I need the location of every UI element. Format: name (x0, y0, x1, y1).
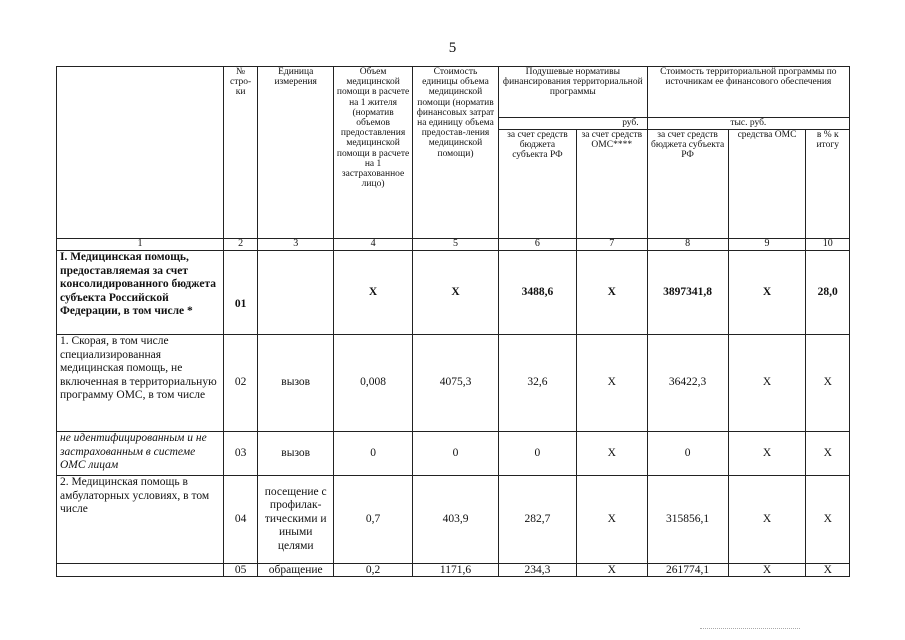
row-pc-budget: 282,7 (498, 476, 576, 564)
row-cost-percent: X (806, 335, 850, 432)
scan-artifact (700, 628, 800, 632)
financing-table (56, 66, 850, 577)
row-line-no: 05 (223, 564, 257, 577)
row-name (57, 564, 224, 577)
row-name: не идентифицированным и не застрахованным в системе ОМС лицам (57, 432, 224, 476)
table-row (57, 251, 850, 335)
row-volume: 0 (334, 432, 413, 476)
row-cost-oms: X (728, 432, 806, 476)
page-number: 5 (448, 40, 457, 56)
row-unit: посещение с профилак-тическими и иными целями (258, 476, 334, 564)
row-cost-percent: X (806, 476, 850, 564)
row-cost-percent: 28,0 (806, 251, 850, 335)
row-cost-budget: 0 (647, 432, 728, 476)
row-volume: 0,008 (334, 335, 413, 432)
header-per-capita-group: Подушевые нормативы финансирования территориальной программы (498, 67, 647, 118)
table-row (57, 564, 850, 577)
row-cost-oms: X (728, 251, 806, 335)
table-row (57, 476, 850, 564)
row-line-no: 02 (223, 335, 257, 432)
row-line-no: 04 (223, 476, 257, 564)
row-cost-oms: X (728, 335, 806, 432)
row-cost: 1171,6 (413, 564, 499, 577)
header-cost: Стоимость единицы объема медицинской помощи (норматив финансовых затрат на единицу объема предостав-ления медицинской помощи) (413, 67, 499, 239)
column-number: 9 (728, 239, 806, 251)
row-pc-budget: 234,3 (498, 564, 576, 577)
header-cost-oms: средства ОМС (728, 130, 806, 239)
row-pc-budget: 32,6 (498, 335, 576, 432)
header-cost-budget: за счет средств бюджета субъекта РФ (647, 130, 728, 239)
row-unit: обращение (258, 564, 334, 577)
header-unit-thousand-rub: тыс. руб. (647, 118, 849, 130)
row-cost-oms: X (728, 564, 806, 577)
row-volume: 0,7 (334, 476, 413, 564)
header-cost-percent: в % к итогу (806, 130, 850, 239)
row-volume: X (334, 251, 413, 335)
table-row (57, 432, 850, 476)
header-line-no: № стро-ки (223, 67, 257, 239)
row-line-no: 03 (223, 432, 257, 476)
row-name: 1. Скорая, в том числе специализированная медицинская помощь, не включенная в территориальную программу ОМС, в том числе (57, 335, 224, 432)
row-unit (258, 251, 334, 335)
row-pc-oms: X (576, 564, 647, 577)
row-cost-percent: X (806, 564, 850, 577)
column-number: 4 (334, 239, 413, 251)
table-row (57, 335, 850, 432)
row-volume: 0,2 (334, 564, 413, 577)
row-cost-budget: 261774,1 (647, 564, 728, 577)
column-number: 8 (647, 239, 728, 251)
header-program-cost-group: Стоимость территориальной программы по источникам ее финансового обеспечения (647, 67, 849, 118)
column-number: 1 (57, 239, 224, 251)
header-pc-budget: за счет средств бюджета субъекта РФ (498, 130, 576, 239)
header-name-cell (57, 67, 224, 239)
row-line-no: 01 (223, 251, 257, 335)
column-number: 10 (806, 239, 850, 251)
row-pc-oms: X (576, 432, 647, 476)
column-number-row (57, 239, 850, 251)
row-cost-budget: 36422,3 (647, 335, 728, 432)
row-name: I. Медицинская помощь, предоставляемая за счет консолидированного бюджета субъекта Российской Федерации, в том числе * (57, 251, 224, 335)
row-pc-oms: X (576, 335, 647, 432)
row-cost: 403,9 (413, 476, 499, 564)
row-unit: вызов (258, 335, 334, 432)
column-number: 3 (258, 239, 334, 251)
row-cost: 4075,3 (413, 335, 499, 432)
column-number: 5 (413, 239, 499, 251)
row-cost-percent: X (806, 432, 850, 476)
row-cost-budget: 315856,1 (647, 476, 728, 564)
row-pc-budget: 0 (498, 432, 576, 476)
header-unit-rub: руб. (498, 118, 647, 130)
row-pc-budget: 3488,6 (498, 251, 576, 335)
row-cost: X (413, 251, 499, 335)
column-number: 6 (498, 239, 576, 251)
header-unit: Единица измерения (258, 67, 334, 239)
row-pc-oms: X (576, 476, 647, 564)
header-pc-oms: за счет средств ОМС**** (576, 130, 647, 239)
row-cost-budget: 3897341,8 (647, 251, 728, 335)
row-cost-oms: X (728, 476, 806, 564)
row-unit: вызов (258, 432, 334, 476)
column-number: 2 (223, 239, 257, 251)
column-number: 7 (576, 239, 647, 251)
header-volume: Объем медицинской помощи в расчете на 1 жителя (норматив объемов предоставления медицинской помощи в расчете на 1 застрахованное лицо) (334, 67, 413, 239)
row-name: 2. Медицинская помощь в амбулаторных условиях, в том числе (57, 476, 224, 564)
row-pc-oms: X (576, 251, 647, 335)
row-cost: 0 (413, 432, 499, 476)
